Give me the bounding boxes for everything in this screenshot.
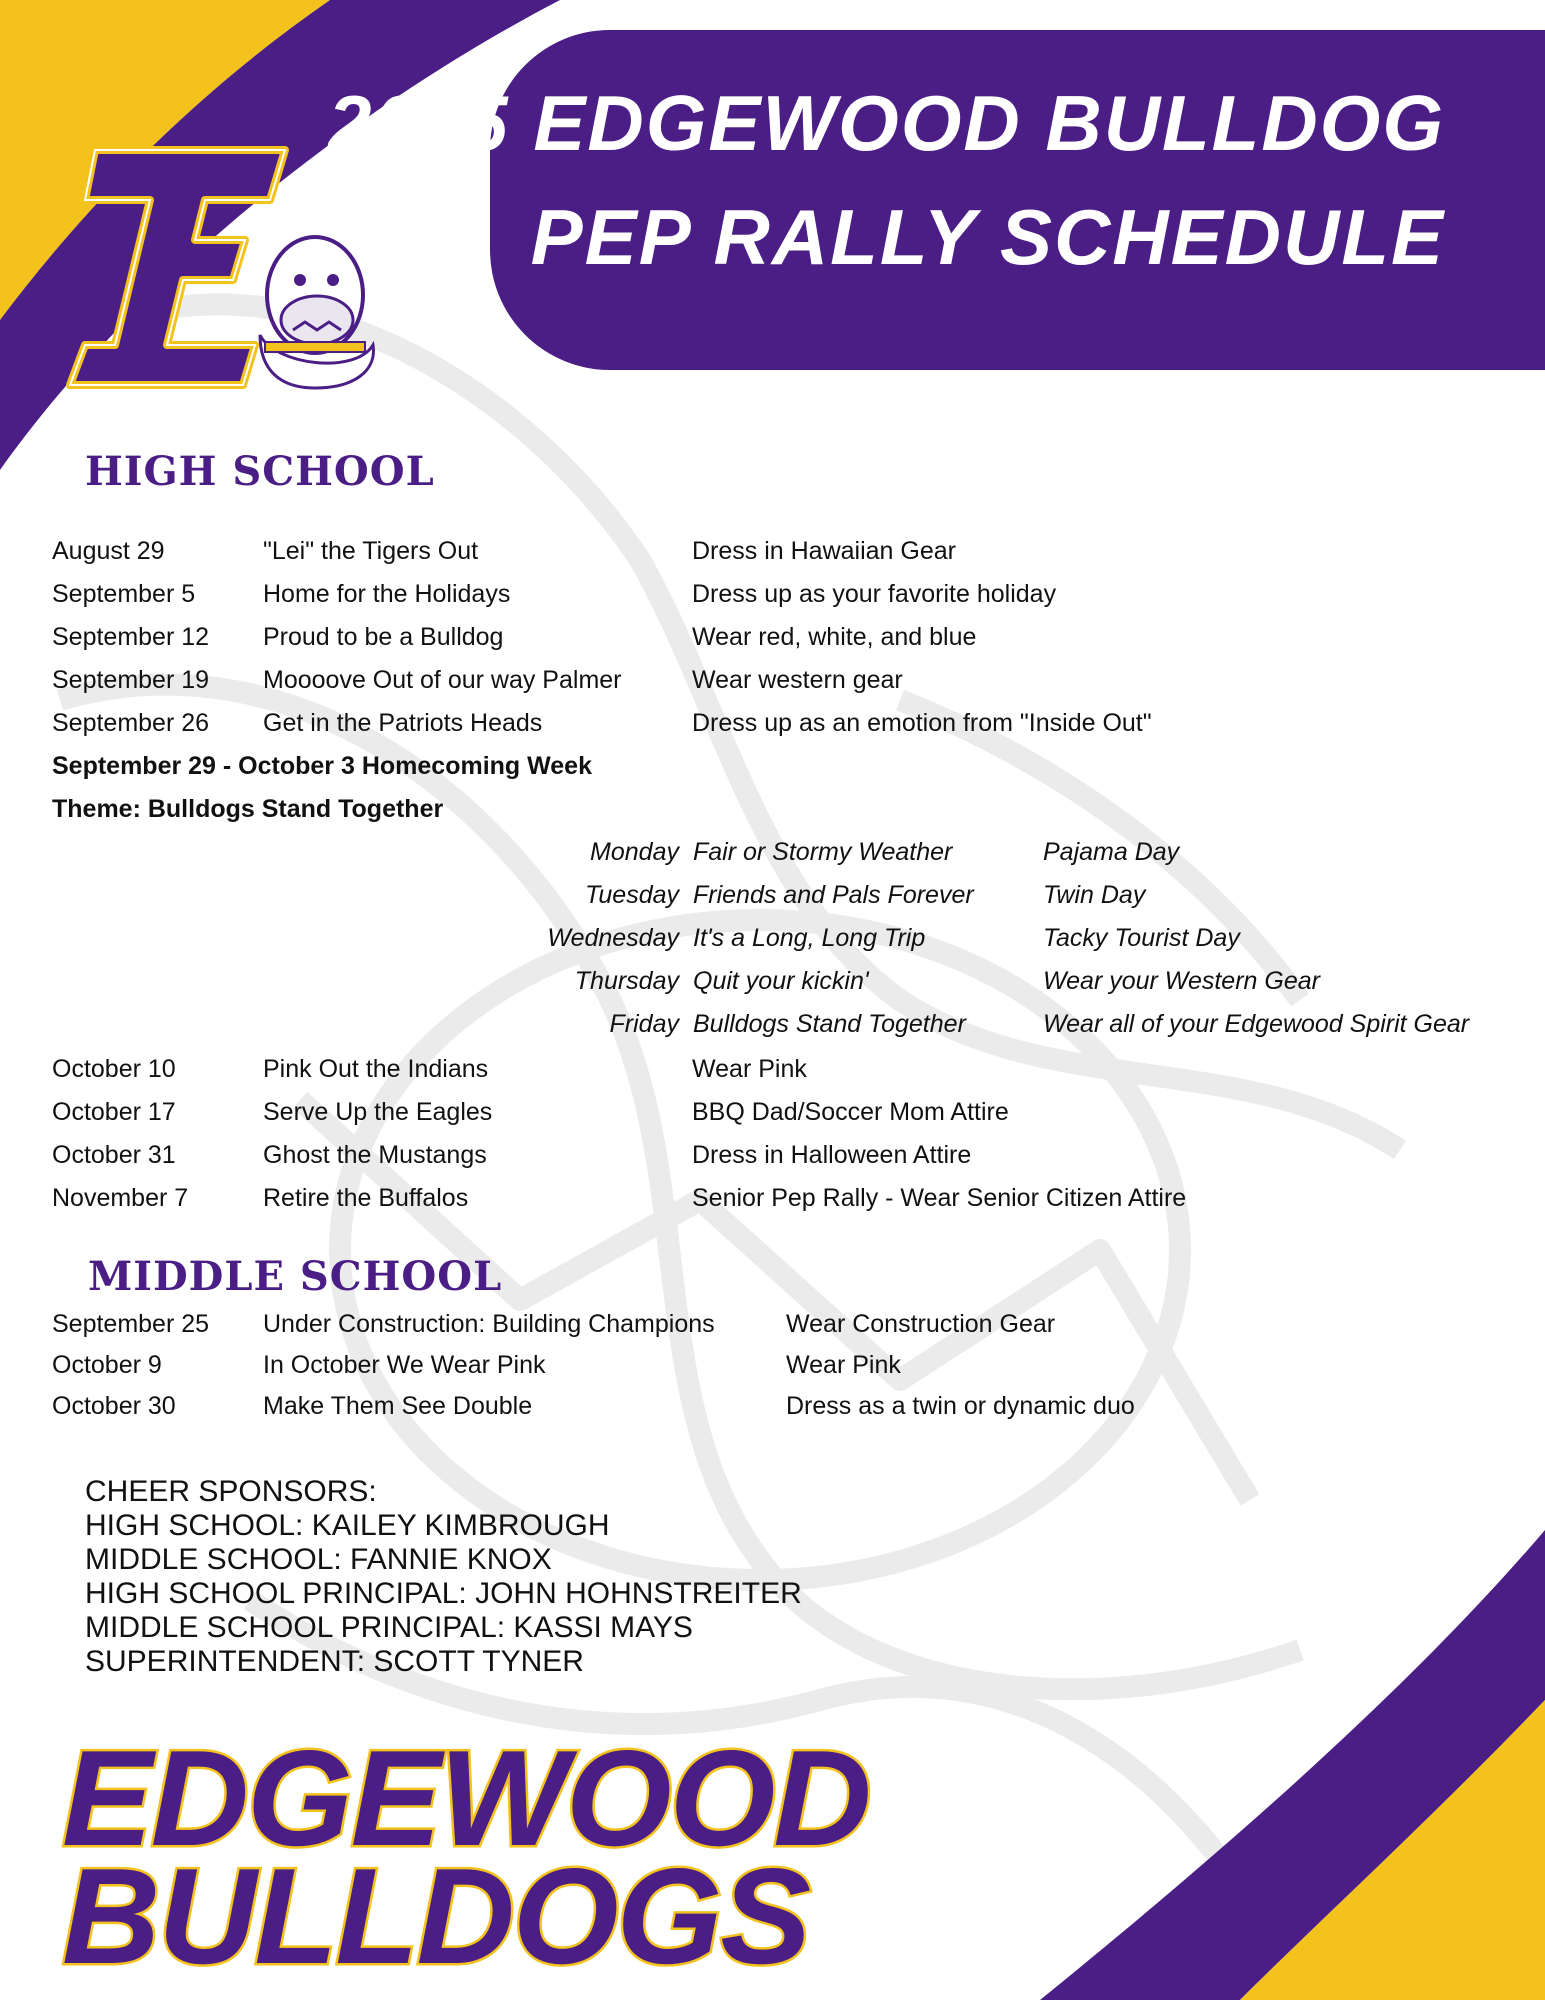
row-theme: Proud to be a Bulldog [263, 623, 504, 651]
homecoming-day-row [0, 838, 1545, 878]
day-theme: Friends and Pals Forever [693, 881, 974, 909]
row-date: October 30 [52, 1392, 176, 1420]
row-dress: Dress in Hawaiian Gear [692, 537, 956, 565]
row-theme: In October We Wear Pink [263, 1351, 546, 1379]
homecoming-day-row [0, 1010, 1545, 1050]
day-dress: Wear all of your Edgewood Spirit Gear [1043, 1010, 1470, 1038]
table-row [0, 623, 1545, 663]
day-dress: Wear your Western Gear [1043, 967, 1320, 995]
row-date: November 7 [52, 1184, 189, 1212]
row-date: September 19 [52, 666, 210, 694]
row-theme: "Lei" the Tigers Out [263, 537, 479, 565]
day-dress: Tacky Tourist Day [1043, 924, 1240, 952]
row-date: September 26 [52, 709, 210, 737]
table-row [0, 1141, 1545, 1181]
page-title-line-2: PEP RALLY SCHEDULE [530, 193, 1445, 281]
title-banner [328, 30, 1545, 370]
homecoming-week-title: September 29 - October 3 Homecoming Week [52, 752, 592, 780]
table-row [0, 1392, 1545, 1432]
row-date: September 25 [52, 1310, 210, 1338]
day-name: Tuesday [584, 881, 679, 909]
row-theme: Home for the Holidays [263, 580, 511, 608]
bulldog-mascot-icon [260, 237, 373, 388]
table-row [0, 666, 1545, 706]
footer-word-bulldogs: BULLDOGS [62, 1840, 810, 1992]
table-row [0, 1184, 1545, 1224]
table-row [0, 537, 1545, 577]
edgewood-e-bulldog-logo [55, 130, 380, 390]
row-date: August 29 [52, 537, 165, 565]
sponsor-line: MIDDLE SCHOOL: FANNIE KNOX [85, 1543, 552, 1576]
day-name: Friday [609, 1010, 679, 1038]
row-date: September 5 [52, 580, 196, 608]
day-dress: Twin Day [1043, 881, 1146, 909]
table-row [0, 1310, 1545, 1350]
row-dress: Dress as a twin or dynamic duo [786, 1392, 1135, 1420]
day-name: Thursday [574, 967, 679, 995]
row-dress: Wear Pink [786, 1351, 901, 1379]
row-dress: Wear Pink [692, 1055, 807, 1083]
day-theme: Fair or Stormy Weather [693, 838, 953, 866]
sponsor-line: CHEER SPONSORS: [85, 1475, 377, 1508]
row-date: September 12 [52, 623, 210, 651]
row-dress: Dress up as your favorite holiday [692, 580, 1057, 608]
sponsor-list [85, 1475, 802, 1679]
homecoming-theme: Theme: Bulldogs Stand Together [52, 795, 444, 823]
page-title-line-1: 2025 EDGEWOOD BULLDOG [328, 79, 1445, 167]
row-theme: Make Them See Double [263, 1392, 533, 1420]
row-theme: Pink Out the Indians [263, 1055, 489, 1083]
row-theme: Moooove Out of our way Palmer [263, 666, 622, 694]
row-dress: BBQ Dad/Soccer Mom Attire [692, 1098, 1009, 1126]
row-dress: Dress in Halloween Attire [692, 1141, 972, 1169]
table-row [0, 1055, 1545, 1095]
row-dress: Wear Construction Gear [786, 1310, 1056, 1338]
sponsor-line: HIGH SCHOOL: KAILEY KIMBROUGH [85, 1509, 610, 1542]
sponsor-line: HIGH SCHOOL PRINCIPAL: JOHN HOHNSTREITER [85, 1577, 802, 1610]
high-school-heading: HIGH SCHOOL [85, 448, 435, 495]
homecoming-day-row [0, 924, 1545, 964]
day-theme: Quit your kickin' [693, 967, 869, 995]
table-row [0, 709, 1545, 749]
day-dress: Pajama Day [1043, 838, 1180, 866]
day-name: Monday [590, 838, 679, 866]
table-row [0, 1098, 1545, 1138]
row-date: October 9 [52, 1351, 162, 1379]
row-dress: Wear western gear [692, 666, 903, 694]
middle-school-heading: MIDDLE SCHOOL [88, 1253, 503, 1300]
sponsor-line: MIDDLE SCHOOL PRINCIPAL: KASSI MAYS [85, 1611, 693, 1644]
row-theme: Retire the Buffalos [263, 1184, 469, 1212]
row-dress: Wear red, white, and blue [692, 623, 977, 651]
row-date: October 31 [52, 1141, 176, 1169]
table-row [0, 1351, 1545, 1391]
homecoming-day-row [0, 967, 1545, 1007]
footer-word-edgewood: EDGEWOOD [62, 1722, 870, 1874]
row-dress: Senior Pep Rally - Wear Senior Citizen Attire [692, 1184, 1187, 1212]
homecoming-day-row [0, 881, 1545, 921]
day-theme: Bulldogs Stand Together [693, 1010, 966, 1038]
row-theme: Ghost the Mustangs [263, 1141, 487, 1169]
sponsor-line: SUPERINTENDENT: SCOTT TYNER [85, 1645, 584, 1678]
row-theme: Get in the Patriots Heads [263, 709, 543, 737]
row-theme: Under Construction: Building Champions [263, 1310, 715, 1338]
row-date: October 17 [52, 1098, 176, 1126]
table-row [0, 580, 1545, 620]
row-theme: Serve Up the Eagles [263, 1098, 493, 1126]
day-theme: It's a Long, Long Trip [693, 924, 926, 952]
row-dress: Dress up as an emotion from "Inside Out" [692, 709, 1152, 737]
day-name: Wednesday [547, 924, 679, 952]
row-date: October 10 [52, 1055, 176, 1083]
